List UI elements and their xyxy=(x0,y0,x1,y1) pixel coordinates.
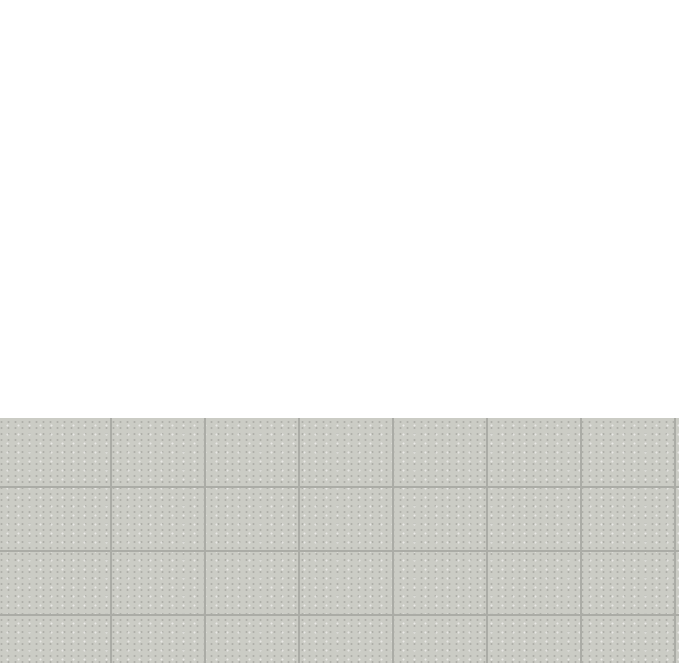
wall-photo-section xyxy=(0,418,679,663)
mounted-grab-bars-art xyxy=(0,418,679,663)
note-banner xyxy=(30,362,650,405)
